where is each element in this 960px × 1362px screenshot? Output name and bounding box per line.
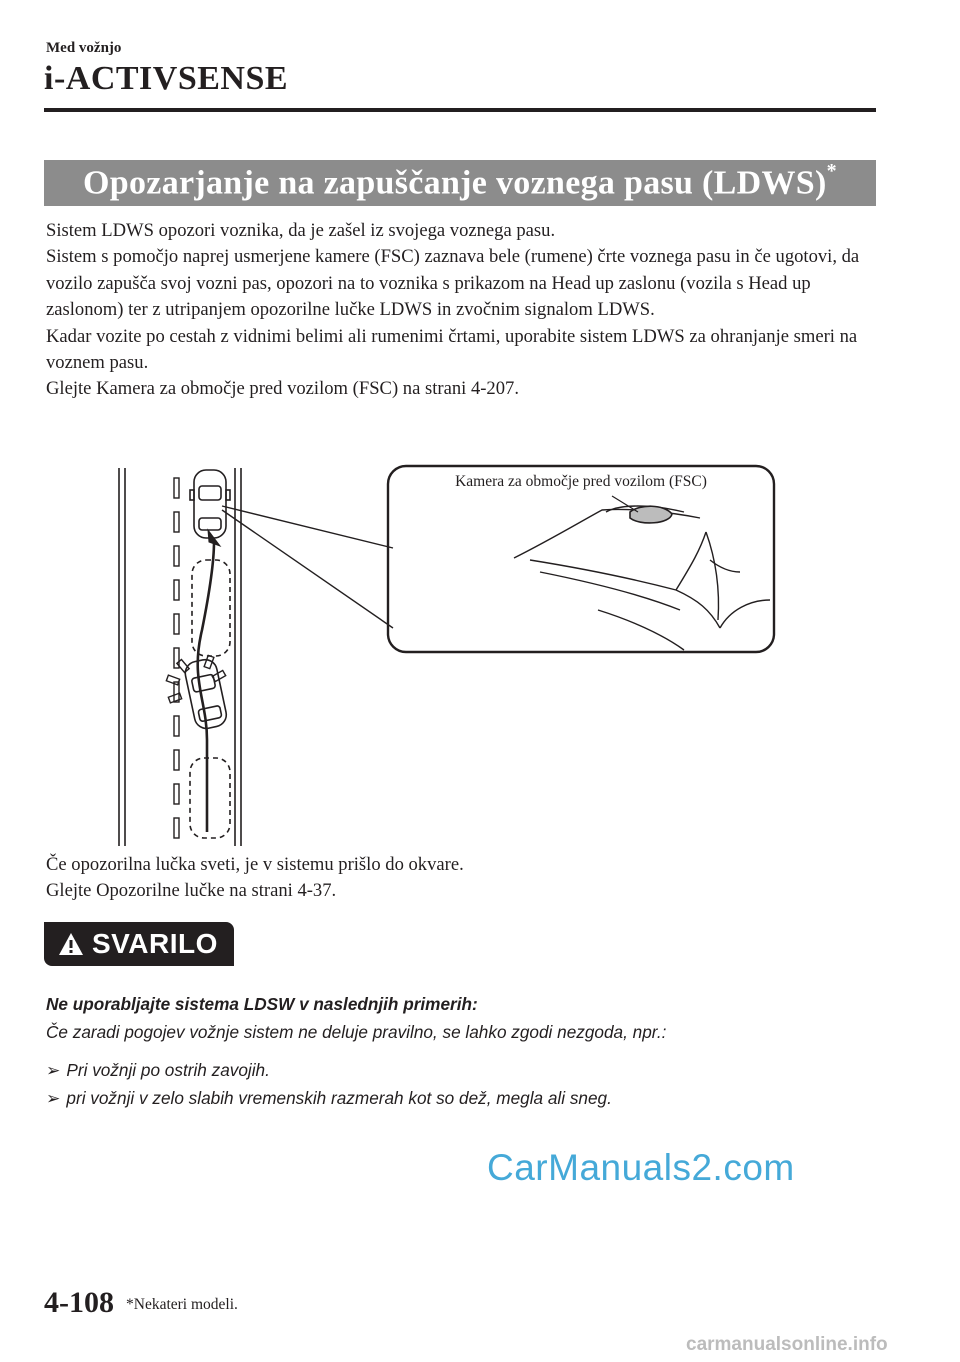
road-edge-left <box>119 468 125 846</box>
camera-unit <box>630 506 672 523</box>
page-title-bar <box>44 160 876 206</box>
lane-departure-figure <box>110 460 790 855</box>
intro-paragraph: Kadar vozite po cestah z vidnimi belimi ali rumenimi črtami, uporabite sistem LDWS za ohranjanje smeri na voznem pasu. <box>46 325 858 374</box>
intro-paragraph: Sistem s pomočjo naprej usmerjene kamere (FSC) zaznava bele (rumene) črte voznega pasu in če ugotovi, da vozilo zapušča svoj vozni pas, opozori na to voznika s prikazom na Head up zaslonu (vozila s Head up zaslonom) ter z utripanjem opozorilne lučke LDWS in zvočnim signalom LDWS. <box>46 246 860 321</box>
warning-badge <box>44 922 234 966</box>
watermark: CarManuals2.com <box>487 1147 795 1188</box>
list-item <box>46 1056 886 1084</box>
figure-illustration <box>110 460 790 850</box>
trajectory-line <box>198 542 214 832</box>
header-rule <box>44 108 876 112</box>
warning-text: Če zaradi pogojev vožnje sistem ne deluje pravilno, se lahko zgodi nezgoda, npr.: <box>46 1022 667 1042</box>
list-item <box>46 1084 886 1112</box>
warning-lead: Ne uporabljajte sistema LDSW v naslednjih primerih: <box>46 994 478 1014</box>
section-label: Med vožnjo <box>46 40 122 56</box>
warning-list <box>46 1056 886 1112</box>
footnote: *Nekateri modeli. <box>126 1296 238 1313</box>
road-edge-right <box>235 468 241 846</box>
page-number: 4-108 <box>44 1286 114 1319</box>
callout-label: Kamera za območje pred vozilom (FSC) <box>455 473 707 490</box>
callout-box <box>388 466 774 652</box>
list-item-text: Pri vožnji po ostrih zavojih. <box>66 1060 270 1080</box>
page-title <box>83 159 837 202</box>
intro-text <box>46 218 878 403</box>
windshield-sketch <box>514 506 770 650</box>
after-paragraph: Če opozorilna lučka sveti, je v sistemu prišlo do okvare. <box>46 854 464 875</box>
callout-lines <box>222 506 393 628</box>
bullet-arrow-icon: ➢ <box>46 1088 61 1108</box>
after-figure-text <box>46 852 464 905</box>
warning-triangle-icon <box>58 932 84 956</box>
intro-paragraph: Glejte Kamera za območje pred vozilom (FSC) na strani 4-207. <box>46 378 519 400</box>
footnote-marker: * <box>826 159 837 182</box>
car-top <box>190 470 230 538</box>
list-item-text: pri vožnji v zelo slabih vremenskih razmerah kot so dež, megla ali sneg. <box>66 1088 612 1108</box>
warning-label: SVARILO <box>92 928 218 959</box>
warning-body <box>46 990 886 1112</box>
warning-flash <box>166 655 225 703</box>
bullet-arrow-icon: ➢ <box>46 1060 61 1080</box>
car-ghost-bottom <box>190 758 230 838</box>
site-watermark: carmanualsonline.info <box>686 1334 888 1355</box>
after-paragraph: Glejte Opozorilne lučke na strani 4-37. <box>46 880 337 902</box>
lane-dashes <box>174 478 179 838</box>
page-title-text: Opozarjanje na zapuščanje voznega pasu (LDWS) <box>83 164 827 202</box>
intro-paragraph: Sistem LDWS opozori voznika, da je zašel iz svojega voznega pasu. <box>46 220 556 241</box>
chapter-title: i-ACTIVSENSE <box>44 60 289 97</box>
